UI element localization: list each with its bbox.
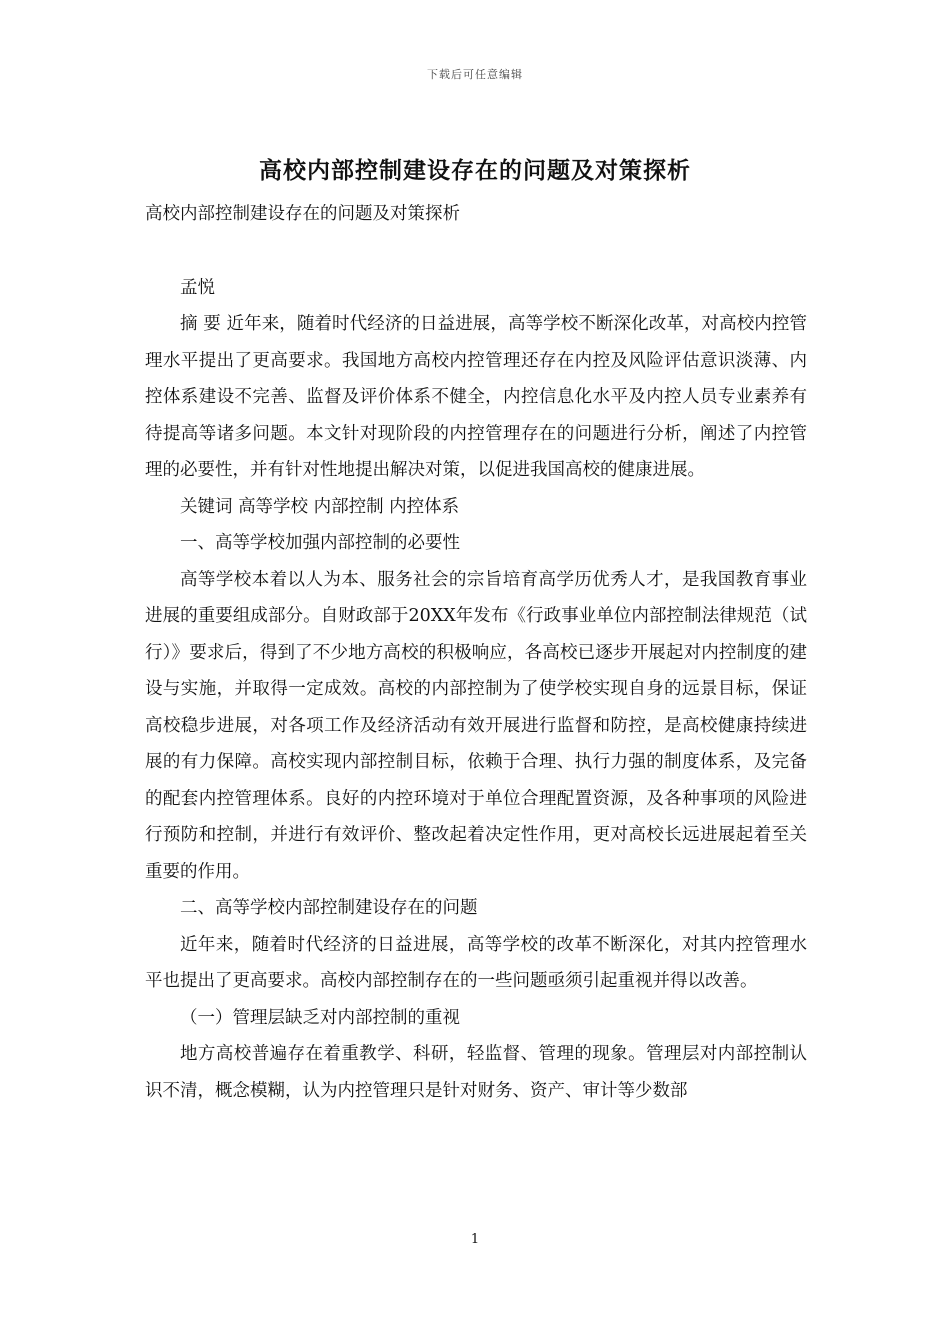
document-subtitle: 高校内部控制建设存在的问题及对策探析 <box>145 204 460 224</box>
blank-line <box>145 233 807 270</box>
page-number: 1 <box>470 1232 480 1247</box>
subsection-heading-1: （一）管理层缺乏对内部控制的重视 <box>180 1007 460 1028</box>
body-paragraph: 近年来，随着时代经济的日益进展，高等学校的改革不断深化，对其内控管理水平也提出了更高要求。高校内部控制存在的一些问题亟须引起重视并得以改善。 <box>145 934 807 991</box>
page-header-note: 下载后可任意编辑 <box>427 68 523 81</box>
body-paragraph: 高等学校本着以人为本、服务社会的宗旨培育高学历优秀人才，是我国教育事业进展的重要组成部分。自财政部于20XX年发布《行政事业单位内部控制法律规范（试行）》要求后，得到了不少地方高校的积极响应，各高校已逐步开展起对内控制度的建设与实施，并取得一定成效。高校的内部控制为了使学校实现自身的远景目标，保证高校稳步进展，对各项工作及经济活动有效开展进行监督和防控，是高校健康持续进展的有力保障。高校实现内部控制目标，依赖于合理、执行力强的制度体系，及完备的配套内控管理体系。良好的内控环境对于单位合理配置资源，及各种事项的风险进行预防和控制，并进行有效评价、整改起着决定性作用，更对高校长远进展起着至关重要的作用。 <box>145 569 807 882</box>
abstract-paragraph: 摘 要 近年来，随着时代经济的日益进展，高等学校不断深化改革，对高校内控管理水平提出了更高要求。我国地方高校内控管理还存在内控及风险评估意识淡薄、内控体系建设不完善、监督及评价体系不健全，内控信息化水平及内控人员专业素养有待提高等诸多问题。本文针对现阶段的内控管理存在的问题进行分析，阐述了内控管理的必要性，并有针对性地提出解决对策，以促进我国高校的健康进展。 <box>145 314 807 480</box>
section-heading-2: 二、高等学校内部控制建设存在的问题 <box>180 898 478 918</box>
body-paragraph: 地方高校普遍存在着重教学、科研，轻监督、管理的现象。管理层对内部控制认识不清，概念模糊，认为内控管理只是针对财务、资产、审计等少数部 <box>145 1044 807 1101</box>
keywords-line: 关键词 高等学校 内部控制 内控体系 <box>180 496 460 517</box>
document-body <box>145 196 807 1109</box>
document-title: 高校内部控制建设存在的问题及对策探析 <box>259 158 691 184</box>
author-name: 孟悦 <box>180 277 215 298</box>
section-heading-1: 一、高等学校加强内部控制的必要性 <box>180 533 460 553</box>
